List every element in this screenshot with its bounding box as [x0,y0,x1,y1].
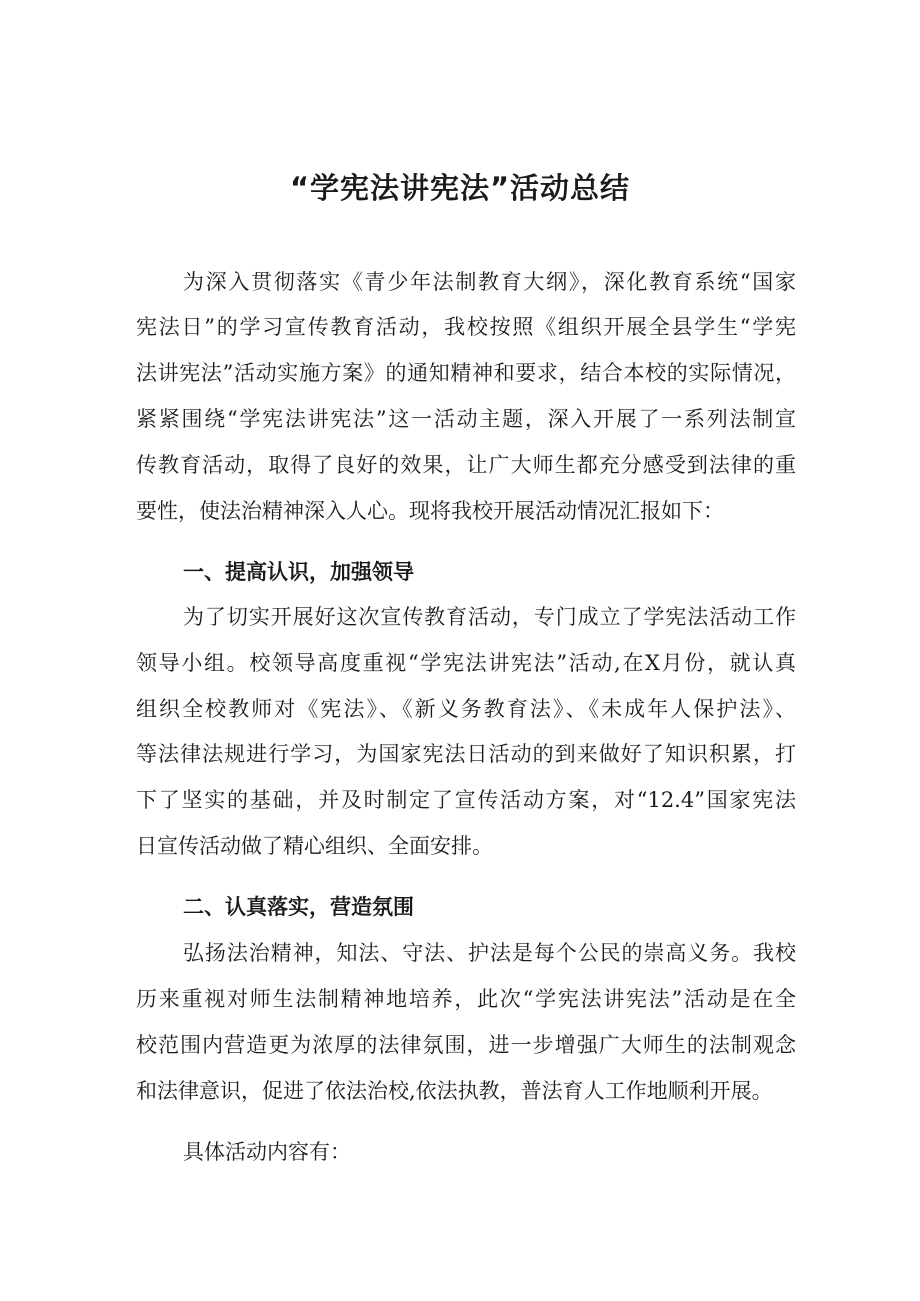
section-2-line-3: 校范围内营造更为浓厚的法律氛围，进一步增强广大师生的法制观念 [136,1033,796,1057]
section-2-closing: 具体活动内容有： [183,1140,351,1164]
section-2-heading: 二、认真落实，营造氛围 [183,895,414,919]
section-1-line-5: 下了坚实的基础，并及时制定了宣传活动方案，对“12.4”国家宪法 [136,788,796,812]
section-1-line-4: 等法律法规进行学习，为国家宪法日活动的到来做好了知识积累，打 [136,742,796,766]
intro-line-5: 传教育活动，取得了良好的效果，让广大师生都充分感受到法律的重 [136,453,796,477]
section-2-line-4: 和法律意识，促进了依法治校,依法执教，普法育人工作地顺利开展。 [136,1079,773,1103]
intro-line-4: 紧紧围绕“学宪法讲宪法”这一活动主题，深入开展了一系列法制宣 [136,407,796,431]
section-1-line-1: 为了切实开展好这次宣传教育活动，专门成立了学宪法活动工作 [183,605,796,629]
intro-line-2: 宪法日”的学习宣传教育活动，我校按照《组织开展全县学生“学宪 [136,315,796,339]
section-1-line-2: 领导小组。校领导高度重视“学宪法讲宪法”活动,在X月份，就认真 [136,651,796,675]
section-2-line-2: 历来重视对师生法制精神地培养，此次“学宪法讲宪法”活动是在全 [136,987,796,1011]
intro-line-6: 要性，使法治精神深入人心。现将我校开展活动情况汇报如下： [136,499,724,523]
section-1-line-3: 组织全校教师对《宪法》、《新义务教育法》、《未成年人保护法》、 [136,697,796,721]
intro-line-1: 为深入贯彻落实《青少年法制教育大纲》，深化教育系统“国家 [183,270,796,294]
intro-line-3: 法讲宪法”活动实施方案》的通知精神和要求，结合本校的实际情况， [136,361,796,385]
section-1-line-6: 日宣传活动做了精心组织、全面安排。 [136,834,493,858]
section-2-line-1: 弘扬法治精神，知法、守法、护法是每个公民的崇高义务。我校 [183,941,796,965]
document-title: “学宪法讲宪法”活动总结 [289,171,631,205]
section-1-heading: 一、提高认识，加强领导 [183,560,414,584]
